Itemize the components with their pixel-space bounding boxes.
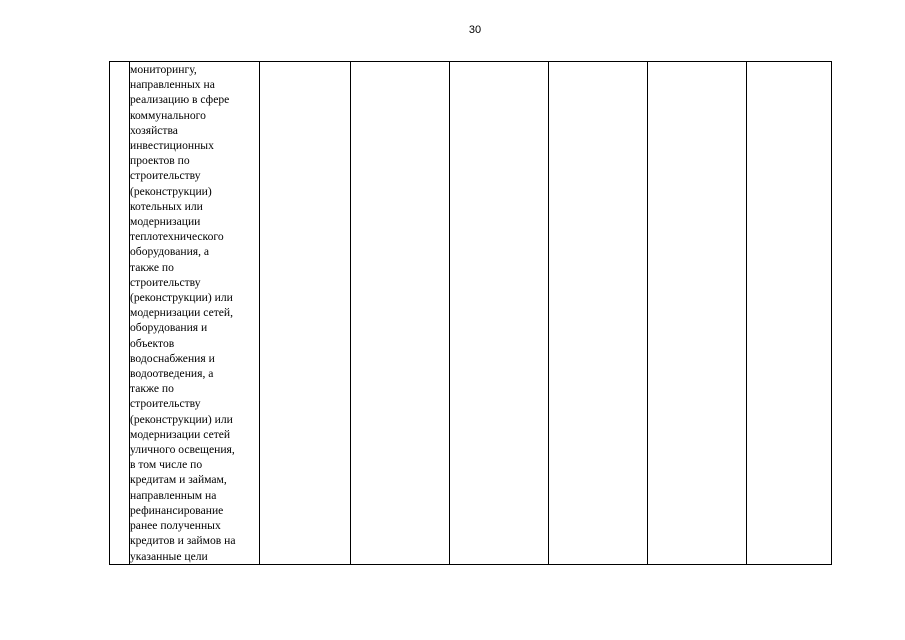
description-line: котельных или xyxy=(130,199,203,213)
description-line: строительству xyxy=(130,169,201,183)
description-line: указанные цели xyxy=(130,549,208,563)
description-line: хозяйства xyxy=(130,123,178,137)
description-line: уличного освещения, xyxy=(130,443,235,457)
table-row xyxy=(110,62,832,565)
table-cell xyxy=(747,62,832,565)
description-line: теплотехнического xyxy=(130,230,224,244)
description-line: объектов xyxy=(130,336,175,350)
description-line: оборудования, а xyxy=(130,245,210,259)
description-line: строительству xyxy=(130,275,201,289)
description-line: оборудования и xyxy=(130,321,208,335)
description-line: (реконструкции) или xyxy=(130,291,233,305)
description-line: также по xyxy=(130,260,174,274)
page-number: 30 xyxy=(468,24,482,36)
description-line: модернизации сетей xyxy=(130,427,231,441)
row-number-cell xyxy=(110,62,130,565)
document-table xyxy=(109,61,832,565)
table-cell xyxy=(351,62,450,565)
table-cell xyxy=(450,62,549,565)
table-cell xyxy=(260,62,351,565)
description-line: модернизации сетей, xyxy=(130,306,234,320)
description-line: (реконструкции) xyxy=(130,184,212,198)
description-line: реализацию в сфере xyxy=(130,93,230,107)
description-line: проектов по xyxy=(130,154,190,168)
description-line: ранее полученных xyxy=(130,519,221,533)
description-line: мониторингу, xyxy=(130,63,197,76)
description-line: водоотведения, а xyxy=(130,367,214,381)
description-line: направленных на xyxy=(130,78,215,92)
description-line: инвестиционных xyxy=(130,139,214,153)
table-cell xyxy=(549,62,648,565)
table-cell xyxy=(648,62,747,565)
description-line: направленным на xyxy=(130,488,217,502)
description-line: (реконструкции) или xyxy=(130,412,233,426)
description-line: кредитам и займам, xyxy=(130,473,227,487)
description-line: в том числе по xyxy=(130,458,203,472)
description-line: коммунального xyxy=(130,108,206,122)
description-line: рефинансирование xyxy=(130,503,224,517)
description-line: строительству xyxy=(130,397,201,411)
description-cell xyxy=(130,62,260,565)
description-line: модернизации xyxy=(130,215,201,229)
description-line: кредитов и займов на xyxy=(130,534,236,548)
description-line: также по xyxy=(130,382,174,396)
description-line: водоснабжения и xyxy=(130,351,215,365)
